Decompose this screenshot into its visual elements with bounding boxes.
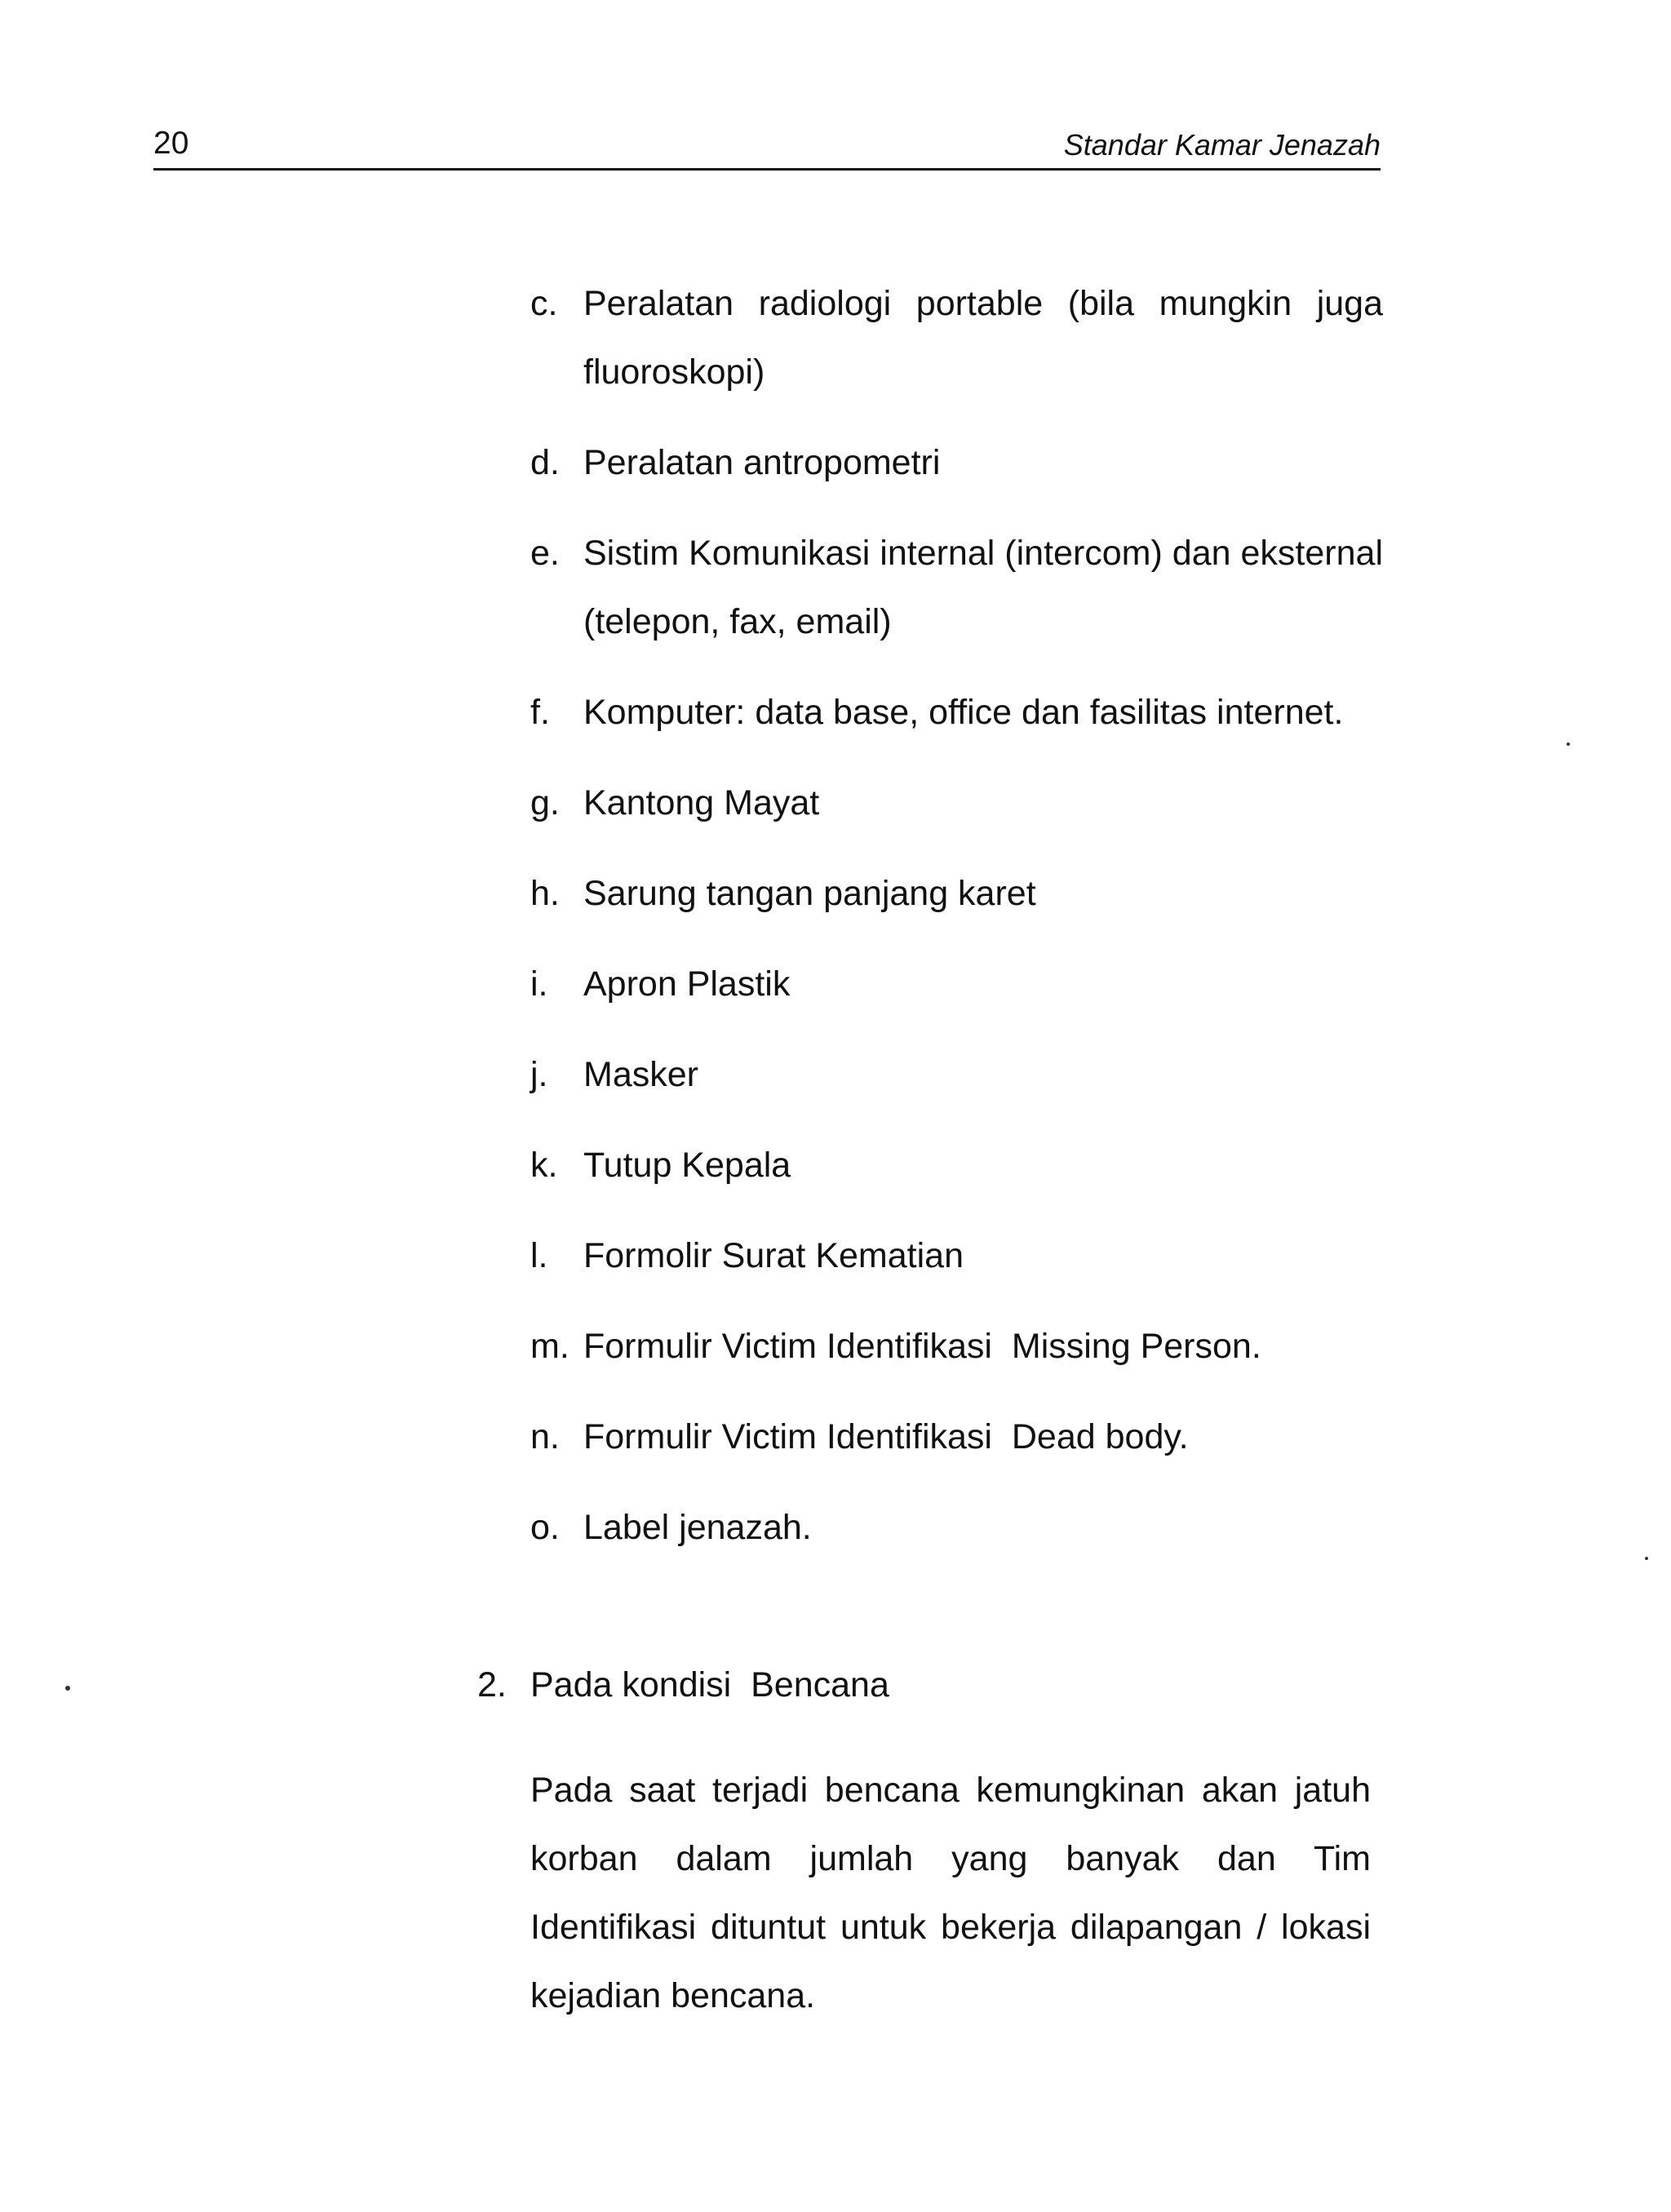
list-item-marker: o. — [530, 1508, 560, 1547]
section-title: Pada kondisi Bencana — [530, 1665, 889, 1704]
list-item-text: Masker — [583, 1055, 698, 1094]
list-item-marker: i. — [530, 964, 548, 1004]
list-item-marker: e. — [530, 534, 560, 573]
list-item-marker: j. — [530, 1055, 548, 1094]
list-item-text: Peralatan antropometri — [583, 443, 941, 482]
list-item-text: Tutup Kepala — [583, 1146, 791, 1185]
list-item-text: Sarung tangan panjang karet — [583, 874, 1036, 913]
list-item — [530, 1312, 1383, 1381]
list-item — [530, 769, 1383, 837]
section-number: 2. — [477, 1665, 507, 1704]
list-item-marker: g. — [530, 783, 560, 822]
list-item — [530, 1221, 1383, 1290]
list-item-text: Kantong Mayat — [583, 783, 820, 822]
scan-speck — [1567, 743, 1570, 746]
list-item-marker: l. — [530, 1236, 548, 1275]
scan-speck — [1645, 1557, 1648, 1560]
list-item-text: Label jenazah. — [583, 1508, 812, 1547]
body-paragraph: Pada saat terjadi bencana kemungkinan akan jatuh korban dalam jumlah yang banyak dan Tim Identifikasi dituntut untuk bekerja dilapangan / lokasi kejadian bencana. — [530, 1771, 1371, 2015]
list-item — [530, 269, 1383, 406]
list-item-marker: k. — [530, 1146, 558, 1185]
running-title: Standar Kamar Jenazah — [1063, 128, 1381, 162]
list-item — [530, 678, 1383, 747]
list-item-marker: c. — [530, 284, 558, 323]
list-item — [530, 428, 1383, 497]
list-item-text: Formolir Surat Kematian — [583, 1236, 964, 1275]
list-item-text: Formulir Victim Identifikasi Dead body. — [583, 1417, 1189, 1456]
list-item — [530, 519, 1383, 656]
section-heading — [477, 1651, 889, 1719]
list-item-marker: h. — [530, 874, 560, 913]
list-item-text: Peralatan radiologi portable (bila mungkin juga fluoroskopi) — [583, 284, 1383, 392]
scan-speck — [65, 1686, 70, 1691]
list-item — [530, 1040, 1383, 1109]
list-item-marker: f. — [530, 693, 550, 732]
list-item — [530, 1493, 1383, 1562]
list-item-text: Komputer: data base, office dan fasilitas internet. — [583, 693, 1344, 732]
list-item-text: Sistim Komunikasi internal (intercom) dan eksternal (telepon, fax, email) — [583, 534, 1383, 641]
list-item — [530, 1403, 1383, 1471]
list-item — [530, 859, 1383, 928]
page-number: 20 — [153, 126, 189, 161]
list-item — [530, 950, 1383, 1018]
list-item-marker: m. — [530, 1327, 570, 1366]
list-item-text: Formulir Victim Identifikasi Missing Person. — [583, 1327, 1261, 1366]
list-item-marker: n. — [530, 1417, 560, 1456]
equipment-list — [530, 269, 1383, 1584]
list-item — [530, 1131, 1383, 1199]
list-item-text: Apron Plastik — [583, 964, 791, 1004]
page-header — [153, 122, 1381, 171]
list-item-marker: d. — [530, 443, 560, 482]
